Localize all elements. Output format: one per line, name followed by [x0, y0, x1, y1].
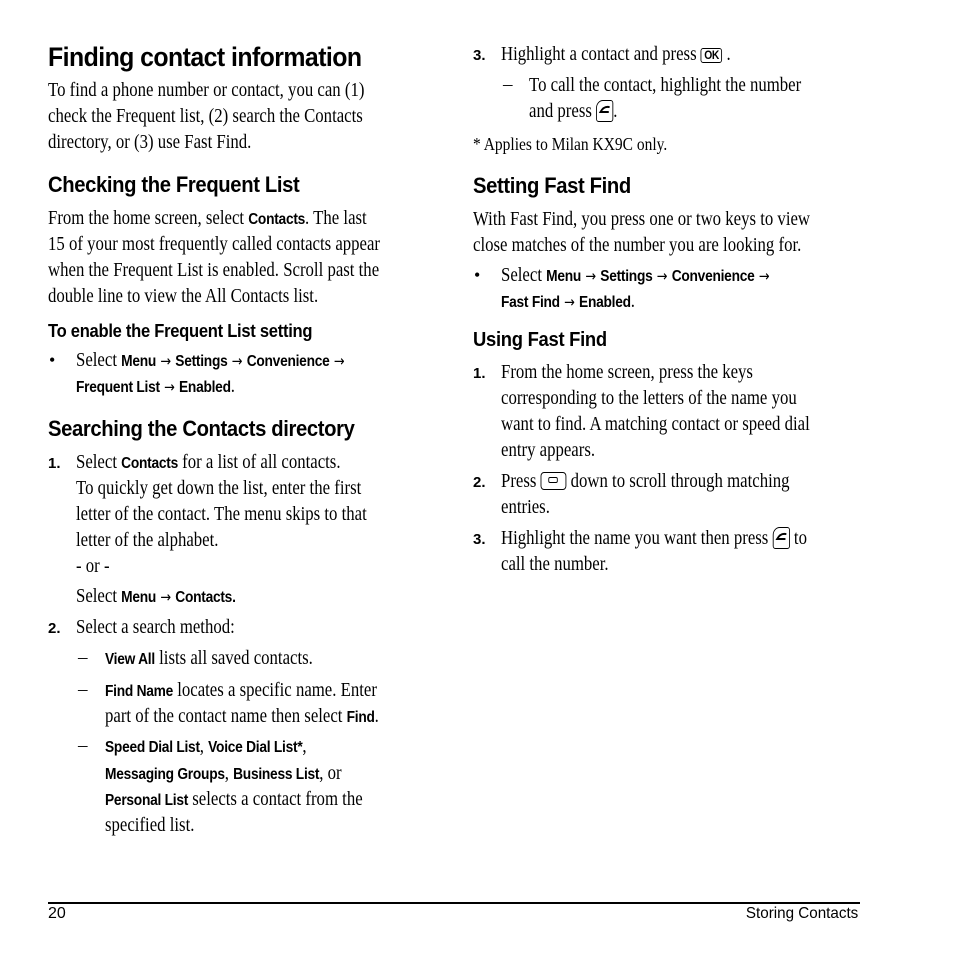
step-number: 1.	[48, 455, 61, 472]
subheading-enable-frequent: To enable the Frequent List setting	[48, 321, 313, 341]
text: for a list of all contacts.	[177, 452, 341, 473]
arrow-right-icon: →	[656, 267, 668, 285]
nav-key-icon	[541, 472, 567, 490]
personal-list-label: Personal List	[105, 792, 189, 809]
arrow-right-icon: →	[163, 378, 175, 396]
enabled-label: Enabled	[178, 379, 231, 396]
dash-icon: –	[78, 647, 88, 668]
search-method-view-all	[105, 646, 313, 673]
text: part of the contact name then select	[105, 706, 347, 727]
search-method-lists-line-4: specified list.	[105, 815, 195, 836]
find-label: Find	[346, 709, 375, 726]
fastfind-para-line-1: With Fast Find, you press one or two keys to view	[473, 209, 811, 230]
search-step1-alt	[76, 584, 236, 611]
convenience-label: Convenience	[671, 268, 755, 285]
using-step3-line-2: call the number.	[501, 554, 609, 575]
text: Select	[76, 350, 122, 371]
step-number: 3.	[473, 531, 486, 548]
search-method-find-name-line-1	[105, 678, 377, 705]
using-step1-line-2: corresponding to the letters of the name you	[501, 388, 797, 409]
using-step2-line-2: entries.	[501, 497, 550, 518]
frequent-list-label: Frequent List	[76, 379, 160, 396]
speed-dial-list-label: Speed Dial List	[105, 739, 200, 756]
contacts-label: Contacts	[248, 211, 306, 228]
frequent-para-line-1	[48, 206, 367, 233]
heading-search-contacts: Searching the Contacts directory	[48, 416, 355, 441]
text: Select	[76, 586, 122, 607]
arrow-right-icon: →	[758, 267, 770, 285]
contacts-label: Contacts.	[175, 589, 236, 606]
send-key-icon	[596, 100, 613, 122]
bullet-icon: •	[474, 265, 481, 285]
find-name-label: Find Name	[105, 683, 174, 700]
intro-line-1: To find a phone number or contact, you can (1)	[48, 80, 365, 101]
search-method-find-name-line-2	[105, 704, 379, 731]
frequent-para-line-4: double line to view the All Contacts list.	[48, 286, 319, 307]
send-key-icon	[773, 527, 790, 549]
search-method-lists-line-3	[105, 787, 363, 814]
page-title: Finding contact information	[48, 42, 362, 72]
text: Press	[501, 471, 541, 492]
search-step1-line-2: To quickly get down the list, enter the first	[76, 478, 362, 499]
search-step1-line-3: letter of the contact. The menu skips to that	[76, 504, 367, 525]
step-number: 3.	[473, 47, 486, 64]
text: down to scroll through matching	[566, 471, 790, 492]
text: Select	[76, 452, 122, 473]
using-step3-line-1	[501, 526, 807, 552]
text: to	[789, 528, 807, 549]
arrow-right-icon: →	[564, 293, 575, 311]
text: selects a contact from the	[188, 789, 363, 810]
search-step1-line-1	[76, 450, 341, 477]
text: locates a specific name. Enter	[173, 680, 377, 701]
business-list-label: Business List	[233, 766, 320, 783]
heading-frequent-list: Checking the Frequent List	[48, 172, 300, 197]
fastfind-para-line-2: close matches of the number you are looking for.	[473, 235, 802, 256]
contacts-label: Contacts	[121, 455, 178, 472]
search-method-lists-line-1	[105, 734, 307, 761]
text: .	[374, 706, 379, 727]
text: Highlight a contact and press	[501, 44, 701, 65]
intro-line-3: directory, or (3) use Fast Find.	[48, 132, 252, 153]
dash-icon: –	[78, 735, 88, 756]
search-step1-line-4: letter of the alphabet.	[76, 530, 219, 551]
frequent-para-line-2: 15 of your most frequently called contacts appear	[48, 234, 381, 255]
text: ,	[224, 763, 234, 784]
enabled-label: Enabled	[579, 294, 631, 311]
text: ,	[302, 736, 307, 757]
fastfind-path-line-2	[501, 289, 635, 316]
text: Highlight the name you want then press	[501, 528, 773, 549]
search-step3-line-1	[501, 42, 731, 68]
bullet-icon: •	[49, 350, 56, 370]
text: From the home screen, select	[48, 208, 249, 229]
arrow-right-icon: →	[231, 352, 243, 370]
using-step1-line-4: entry appears.	[501, 440, 596, 461]
text: and press	[529, 101, 597, 122]
ok-key-icon: OK	[701, 48, 723, 63]
search-step3-sub-line-2	[529, 99, 617, 125]
text: . The last	[305, 208, 367, 229]
text: .	[630, 291, 635, 312]
using-step1-line-1: From the home screen, press the keys	[501, 362, 753, 383]
footnote: * Applies to Milan KX9C only.	[473, 134, 668, 154]
settings-label: Settings	[175, 353, 228, 370]
text: .	[613, 101, 618, 122]
menu-label: Menu	[121, 589, 157, 606]
section-title: Storing Contacts	[745, 905, 858, 922]
text: .	[722, 44, 731, 65]
or-separator: - or -	[76, 556, 110, 577]
convenience-label: Convenience	[246, 353, 330, 370]
text: lists all saved contacts.	[154, 648, 313, 669]
text: .	[230, 376, 235, 397]
dash-icon: –	[78, 679, 88, 700]
menu-label: Menu	[121, 353, 157, 370]
search-method-lists-line-2	[105, 761, 342, 788]
arrow-right-icon: →	[160, 352, 172, 370]
fast-find-label: Fast Find	[501, 294, 560, 311]
search-step2-text: Select a search method:	[76, 617, 235, 638]
step-number: 1.	[473, 365, 486, 382]
frequent-para-line-3: when the Frequent List is enabled. Scroll past the	[48, 260, 380, 281]
dash-icon: –	[503, 74, 513, 95]
heading-using-fast-find: Using Fast Find	[473, 329, 607, 351]
arrow-right-icon: →	[333, 352, 345, 370]
step-number: 2.	[473, 474, 486, 491]
footer-divider	[48, 902, 860, 904]
menu-label: Menu	[546, 268, 582, 285]
voice-dial-list-label: Voice Dial List*	[208, 739, 303, 756]
intro-line-2: check the Frequent list, (2) search the Contacts	[48, 106, 363, 127]
text: ,	[199, 736, 209, 757]
messaging-groups-label: Messaging Groups	[105, 766, 225, 783]
text: , or	[319, 763, 342, 784]
arrow-right-icon: →	[585, 267, 597, 285]
frequent-path-line-2	[76, 374, 235, 401]
text: Select	[501, 265, 547, 286]
frequent-path-line-1	[76, 348, 345, 375]
arrow-right-icon: →	[160, 588, 172, 606]
settings-label: Settings	[600, 268, 653, 285]
page-number: 20	[48, 905, 66, 922]
using-step1-line-3: want to find. A matching contact or speed dial	[501, 414, 810, 435]
heading-setting-fast-find: Setting Fast Find	[473, 173, 631, 198]
step-number: 2.	[48, 620, 61, 637]
search-step3-sub-line-1: To call the contact, highlight the number	[529, 75, 802, 96]
fastfind-path-line-1	[501, 263, 770, 290]
view-all-label: View All	[105, 651, 155, 668]
using-step2-line-1	[501, 469, 790, 495]
